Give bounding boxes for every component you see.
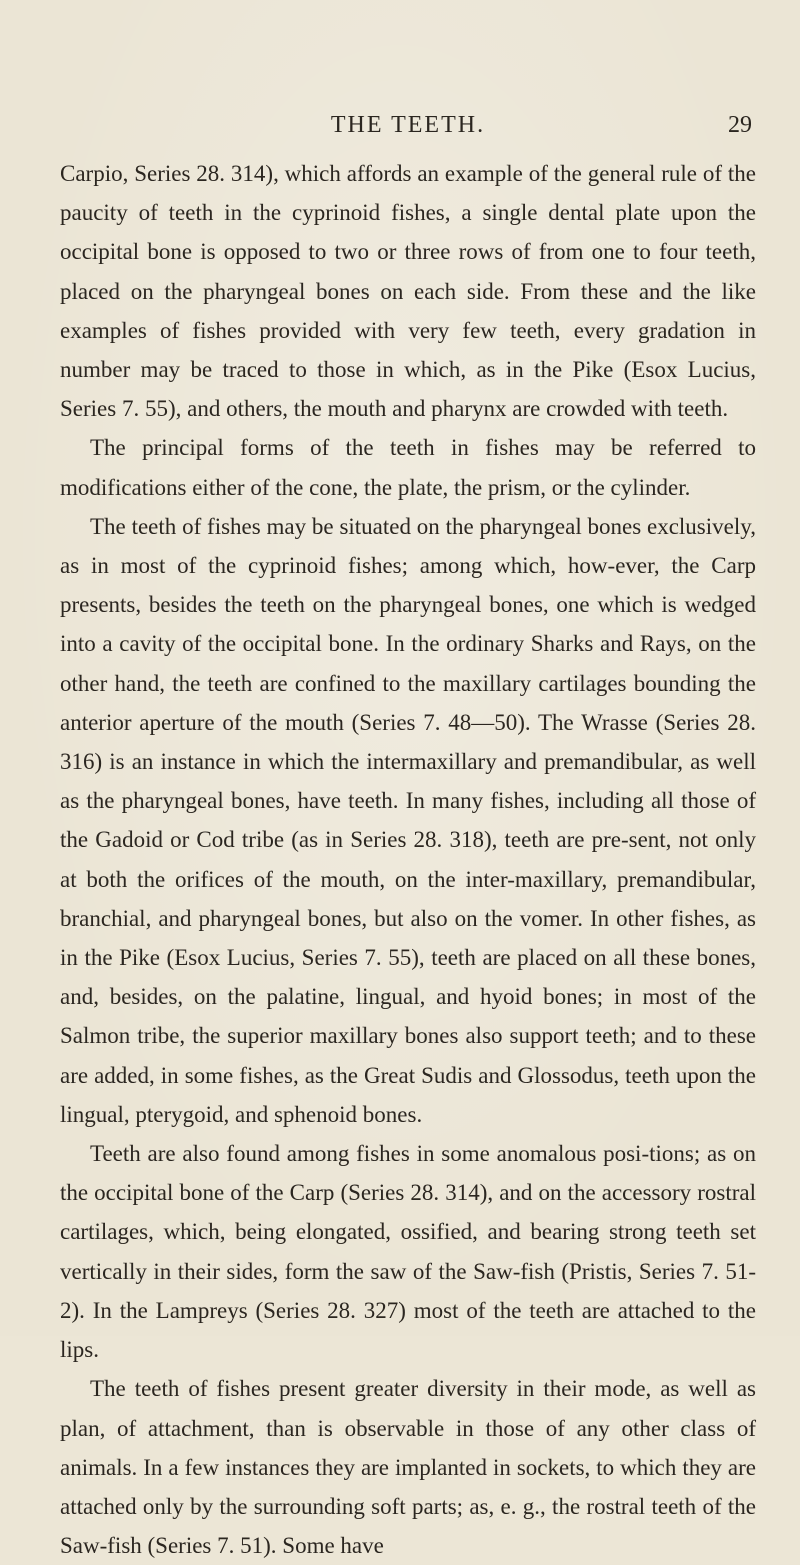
paragraph: The teeth of fishes may be situated on the pharyngeal bones exclusively, as in most of the cyprinoid fishes; among which, how-ever, the Carp presents, besides the teeth on the pharyngeal bones, one which is wedged into a cavity of the occipital bone. In the ordinary Sharks and Rays, on the other hand, the teeth are confined to the maxillary cartilages bounding the anterior aperture of the mouth (Series 7. 48—50). The Wrasse (Series 28. 316) is an instance in which the intermaxillary and premandibular, as well as the pharyngeal bones, have teeth. In many fishes, including all those of the Gadoid or Cod tribe (as in Series 28. 318), teeth are pre-sent, not only at both the orifices of the mouth, on the inter-maxillary, premandibular, branchial, and pharyngeal bones, but also on the vomer. In other fishes, as in the Pike (Esox Lucius, Series 7. 55), teeth are placed on all these bones, and, besides, on the palatine, lingual, and hyoid bones; in most of the Salmon tribe, the superior maxillary bones also support teeth; and to these are added, in some fishes, as the Great Sudis and Glossodus, teeth upon the lingual, pterygoid, and sphenoid bones. <box>60 513 756 1127</box>
paragraph: The teeth of fishes present greater diversity in their mode, as well as plan, of attachment, than is observable in those of any other class of animals. In a few instances they are implanted in sockets, to which they are attached only by the surrounding soft parts; as, e. g., the rostral teeth of the Saw-fish (Series 7. 51). Some have <box>60 1376 756 1559</box>
paragraph: Teeth are also found among fishes in some anomalous posi-tions; as on the occipital bone of the Carp (Series 28. 314), and on the accessory rostral cartilages, which, being elongated, ossified, and bearing strong teeth set vertically in their sides, form the saw of the Saw-fish (Pristis, Series 7. 51-2). In the Lampreys (Series 28. 327) most of the teeth are attached to the lips. <box>60 1141 756 1363</box>
page-number: 29 <box>728 112 752 138</box>
body-text <box>60 154 756 1565</box>
running-title: THE TEETH. <box>330 112 486 138</box>
paragraph: The principal forms of the teeth in fishes may be referred to modifications either of the cone, the plate, the prism, or the cylinder. <box>60 435 756 500</box>
paragraph: Carpio, Series 28. 314), which affords an example of the general rule of the paucity of teeth in the cyprinoid fishes, a single dental plate upon the occipital bone is opposed to two or three rows of from one to four teeth, placed on the pharyngeal bones on each side. From these and the like examples of fishes provided with very few teeth, every gradation in number may be traced to those in which, as in the Pike (Esox Lucius, Series 7. 55), and others, the mouth and pharynx are crowded with teeth. <box>60 161 756 422</box>
running-head <box>60 0 756 144</box>
